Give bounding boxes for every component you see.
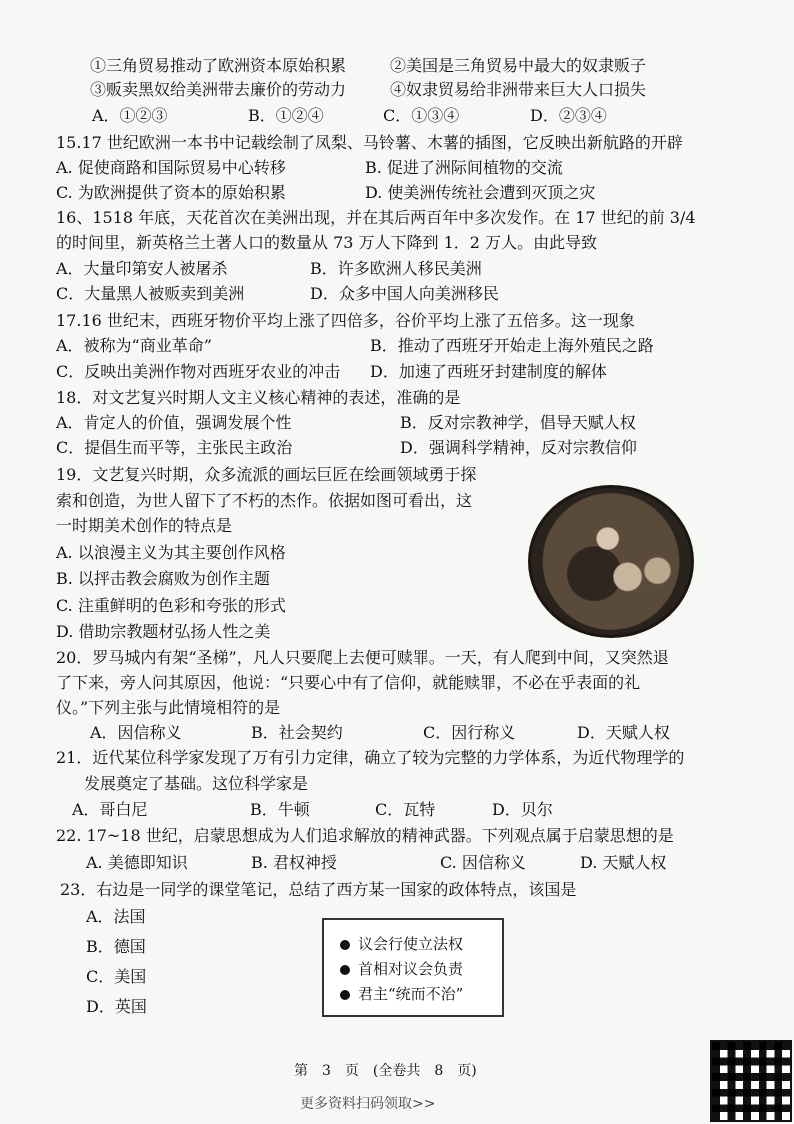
q23-b: B．德国	[86, 937, 146, 956]
q21-stem-1: 21．近代某位科学家发现了万有引力定律，确立了较为完整的力学体系，为近代物理学的	[56, 748, 685, 767]
q20-stem-2: 了下来，旁人问其原因，他说：“只要心中有了信仰，就能赎罪，不必在乎表面的礼	[56, 673, 641, 692]
q21-c: C．瓦特	[375, 800, 436, 819]
bullet-icon	[340, 940, 350, 950]
q20-d: D．天赋人权	[577, 723, 670, 742]
q22-a: A. 美德即知识	[86, 853, 188, 872]
promo-text: 更多资料扫码领取>>	[300, 1096, 436, 1112]
q17-a: A．被称为“商业革命”	[56, 336, 212, 355]
q16-d: D．众多中国人向美洲移民	[310, 284, 499, 303]
q18-b: B．反对宗教神学，倡导天赋人权	[400, 413, 636, 432]
top-choice-c: C．①③④	[383, 106, 460, 125]
notes-item: 君主“统而不治”	[340, 984, 463, 1004]
q17-stem: 17.16 世纪末，西班牙物价平均上涨了四倍多，谷价平均上涨了五倍多。这一现象	[56, 311, 635, 330]
q23-d: D．英国	[86, 997, 147, 1016]
top-choice-d: D．②③④	[530, 106, 607, 125]
q22-d: D. 天赋人权	[580, 853, 667, 872]
q19-stem-2: 索和创造，为世人留下了不朽的杰作。依据如图可看出，这	[56, 491, 473, 510]
q19-stem-1: 19．文艺复兴时期，众多流派的画坛巨匠在绘画领域勇于探	[56, 465, 477, 484]
q20-c: C．因行称义	[423, 723, 516, 742]
class-notes-box	[322, 918, 504, 1017]
notes-item: 议会行使立法权	[340, 934, 463, 954]
q23-a: A．法国	[86, 907, 146, 926]
option-4: ④奴隶贸易给非洲带来巨大人口损失	[390, 80, 647, 99]
q21-d: D．贝尔	[492, 800, 553, 819]
option-1: ①三角贸易推动了欧洲资本原始积累	[90, 56, 347, 75]
q18-c: C．提倡生而平等，主张民主政治	[56, 438, 293, 457]
q16-a: A．大量印第安人被屠杀	[56, 259, 228, 278]
q15-d: D. 使美洲传统社会遭到灭顶之灾	[365, 183, 596, 202]
q16-stem-1: 16、1518 年底，天花首次在美洲出现，并在其后两百年中多次发作。在 17 世纪的前 3/4	[56, 208, 696, 227]
q23-stem: 23．右边是一同学的课堂笔记，总结了西方某一国家的政体特点，该国是	[60, 880, 577, 899]
q16-b: B．许多欧洲人移民美洲	[310, 259, 482, 278]
q22-c: C. 因信称义	[440, 853, 526, 872]
option-3: ③贩卖黑奴给美洲带去廉价的劳动力	[90, 80, 347, 99]
q17-c: C．反映出美洲作物对西班牙农业的冲击	[56, 362, 341, 381]
q16-c: C．大量黑人被贩卖到美洲	[56, 284, 245, 303]
qr-code-icon	[710, 1040, 792, 1122]
q18-a: A．肯定人的价值，强调发展个性	[56, 413, 292, 432]
bullet-icon	[340, 965, 350, 975]
q18-stem: 18．对文艺复兴时期人文主义核心精神的表述，准确的是	[56, 388, 461, 407]
q21-stem-2: 发展奠定了基础。这位科学家是	[84, 774, 309, 793]
top-choice-a: A．①②③	[92, 106, 168, 125]
q16-stem-2: 的时间里，新英格兰土著人口的数量从 73 万人下降到 1．2 万人。由此导致	[56, 233, 598, 252]
q19-stem-3: 一时期美术创作的特点是	[56, 516, 233, 535]
q20-b: B．社会契约	[251, 723, 343, 742]
q22-stem: 22. 17~18 世纪，启蒙思想成为人们追求解放的精神武器。下列观点属于启蒙思想的是	[56, 826, 674, 845]
notes-item: 首相对议会负责	[340, 959, 463, 979]
q17-b: B．推动了西班牙开始走上海外殖民之路	[370, 336, 654, 355]
q20-stem-1: 20．罗马城内有架“圣梯”，凡人只要爬上去便可赎罪。一天，有人爬到中间，又突然退	[56, 648, 669, 667]
q19-c: C. 注重鲜明的色彩和夸张的形式	[56, 596, 286, 615]
page-number: 第 3 页 (全卷共 8 页)	[294, 1063, 477, 1079]
option-2: ②美国是三角贸易中最大的奴隶贩子	[390, 56, 647, 75]
q15-b: B. 促进了洲际间植物的交流	[365, 158, 563, 177]
q21-b: B．牛顿	[250, 800, 310, 819]
q15-c: C. 为欧洲提供了资本的原始积累	[56, 183, 286, 202]
q19-a: A. 以浪漫主义为其主要创作风格	[56, 543, 286, 562]
madonna-painting	[528, 485, 694, 638]
q15-stem: 15.17 世纪欧洲一本书中记载绘制了凤梨、马铃薯、木薯的插图，它反映出新航路的开辟	[56, 133, 683, 152]
q18-d: D．强调科学精神，反对宗教信仰	[400, 438, 637, 457]
q15-a: A. 促使商路和国际贸易中心转移	[56, 158, 286, 177]
q17-d: D．加速了西班牙封建制度的解体	[370, 362, 607, 381]
q22-b: B. 君权神授	[251, 853, 337, 872]
q20-a: A．因信称义	[90, 723, 182, 742]
q23-c: C．美国	[86, 967, 147, 986]
q19-b: B. 以抨击教会腐败为创作主题	[56, 569, 270, 588]
bullet-icon	[340, 990, 350, 1000]
top-choice-b: B．①②④	[248, 106, 324, 125]
q21-a: A．哥白尼	[72, 800, 148, 819]
q19-d: D. 借助宗教题材弘扬人性之美	[56, 622, 271, 641]
q20-stem-3: 仪。”下列主张与此情境相符的是	[56, 698, 281, 717]
